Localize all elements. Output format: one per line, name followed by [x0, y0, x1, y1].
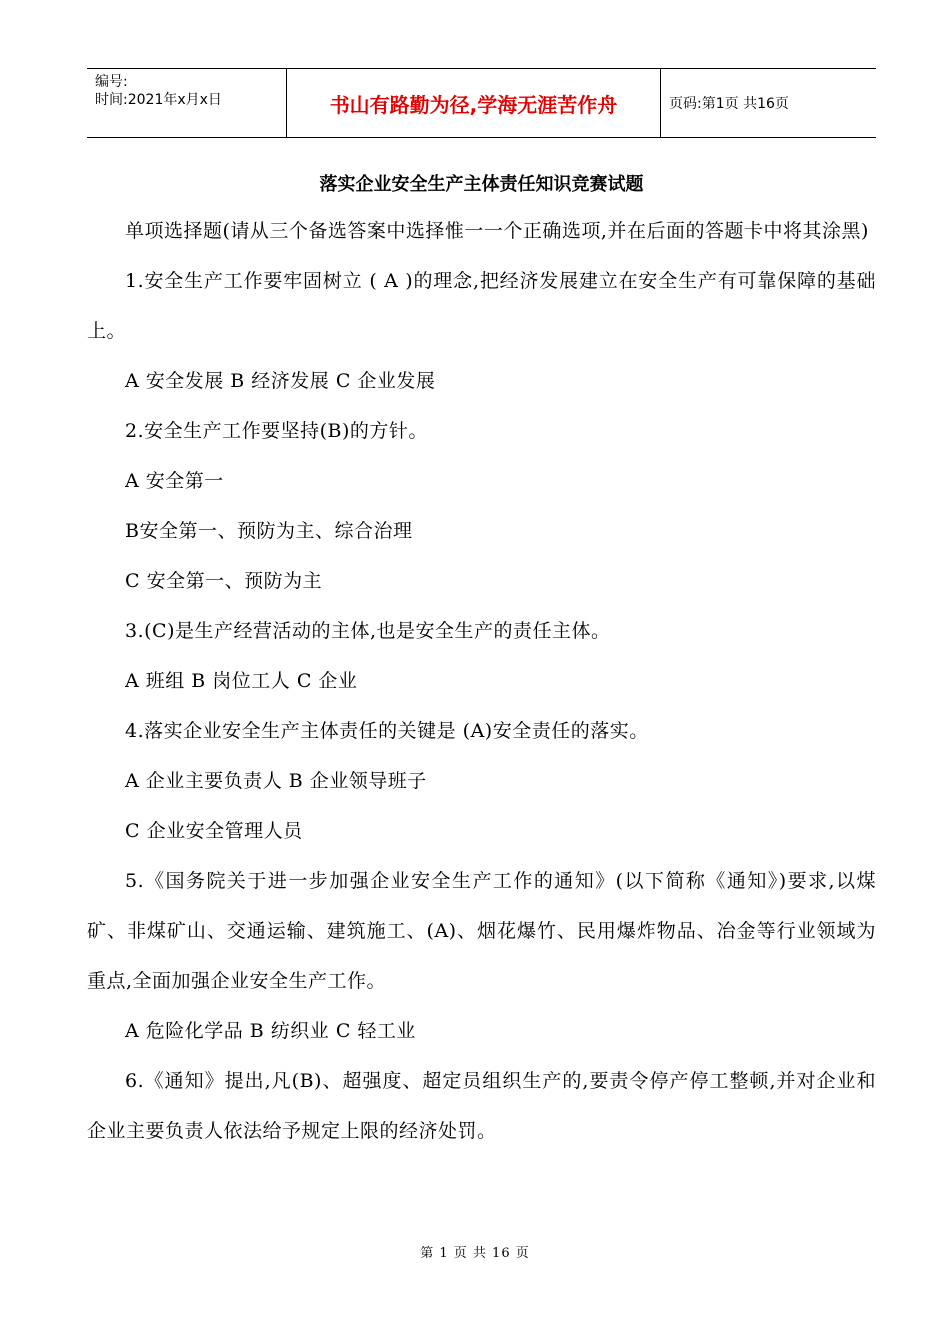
document-body [87, 160, 876, 1156]
document-title: 落实企业安全生产主体责任知识竞赛试题 [319, 174, 644, 195]
paragraph: C 安全第一、预防为主 [125, 570, 323, 592]
paragraph: 6.《通知》提出,凡(B)、超强度、超定员组织生产的,要责令停产停工整顿,并对企业和企业主要负责人依法给予规定上限的经济处罚。 [87, 1070, 876, 1142]
paragraph: 1.安全生产工作要牢固树立 ( A )的理念,把经济发展建立在安全生产有可靠保障的基础上。 [87, 270, 876, 342]
paragraph: 5.《国务院关于进一步加强企业安全生产工作的通知》(以下简称《通知》)要求,以煤矿、非煤矿山、交通运输、建筑施工、(A)、烟花爆竹、民用爆炸物品、冶金等行业领域为重点,全面加强企业安全生产工作。 [87, 870, 876, 992]
header-page-number: 页码:第1页 共16页 [669, 96, 789, 112]
code-label: 编号: [95, 74, 128, 90]
paragraph: A 企业主要负责人 B 企业领导班子 [125, 770, 427, 792]
paragraph: A 安全发展 B 经济发展 C 企业发展 [125, 370, 436, 392]
paragraph: B安全第一、预防为主、综合治理 [125, 520, 413, 542]
header-meta [87, 69, 287, 137]
paragraph: C 企业安全管理人员 [125, 820, 303, 842]
paragraph: 3.(C)是生产经营活动的主体,也是安全生产的责任主体。 [125, 620, 611, 642]
paragraph: A 班组 B 岗位工人 C 企业 [125, 670, 358, 692]
paragraph: A 危险化学品 B 纺织业 C 轻工业 [125, 1020, 416, 1042]
header-motto: 书山有路勤为径,学海无涯苦作舟 [287, 69, 661, 137]
paragraph: 4.落实企业安全生产主体责任的关键是 (A)安全责任的落实。 [125, 720, 649, 742]
paragraph: 单项选择题(请从三个备选答案中选择惟一一个正确选项,并在后面的答题卡中将其涂黑) [125, 220, 869, 242]
page-footer: 第 1 页 共 16 页 [420, 1246, 530, 1261]
page-header [87, 68, 876, 138]
paragraph: 2.安全生产工作要坚持(B)的方针。 [125, 420, 428, 442]
time-label: 时间:2021年x月x日 [95, 92, 222, 108]
paragraph: A 安全第一 [125, 470, 224, 492]
